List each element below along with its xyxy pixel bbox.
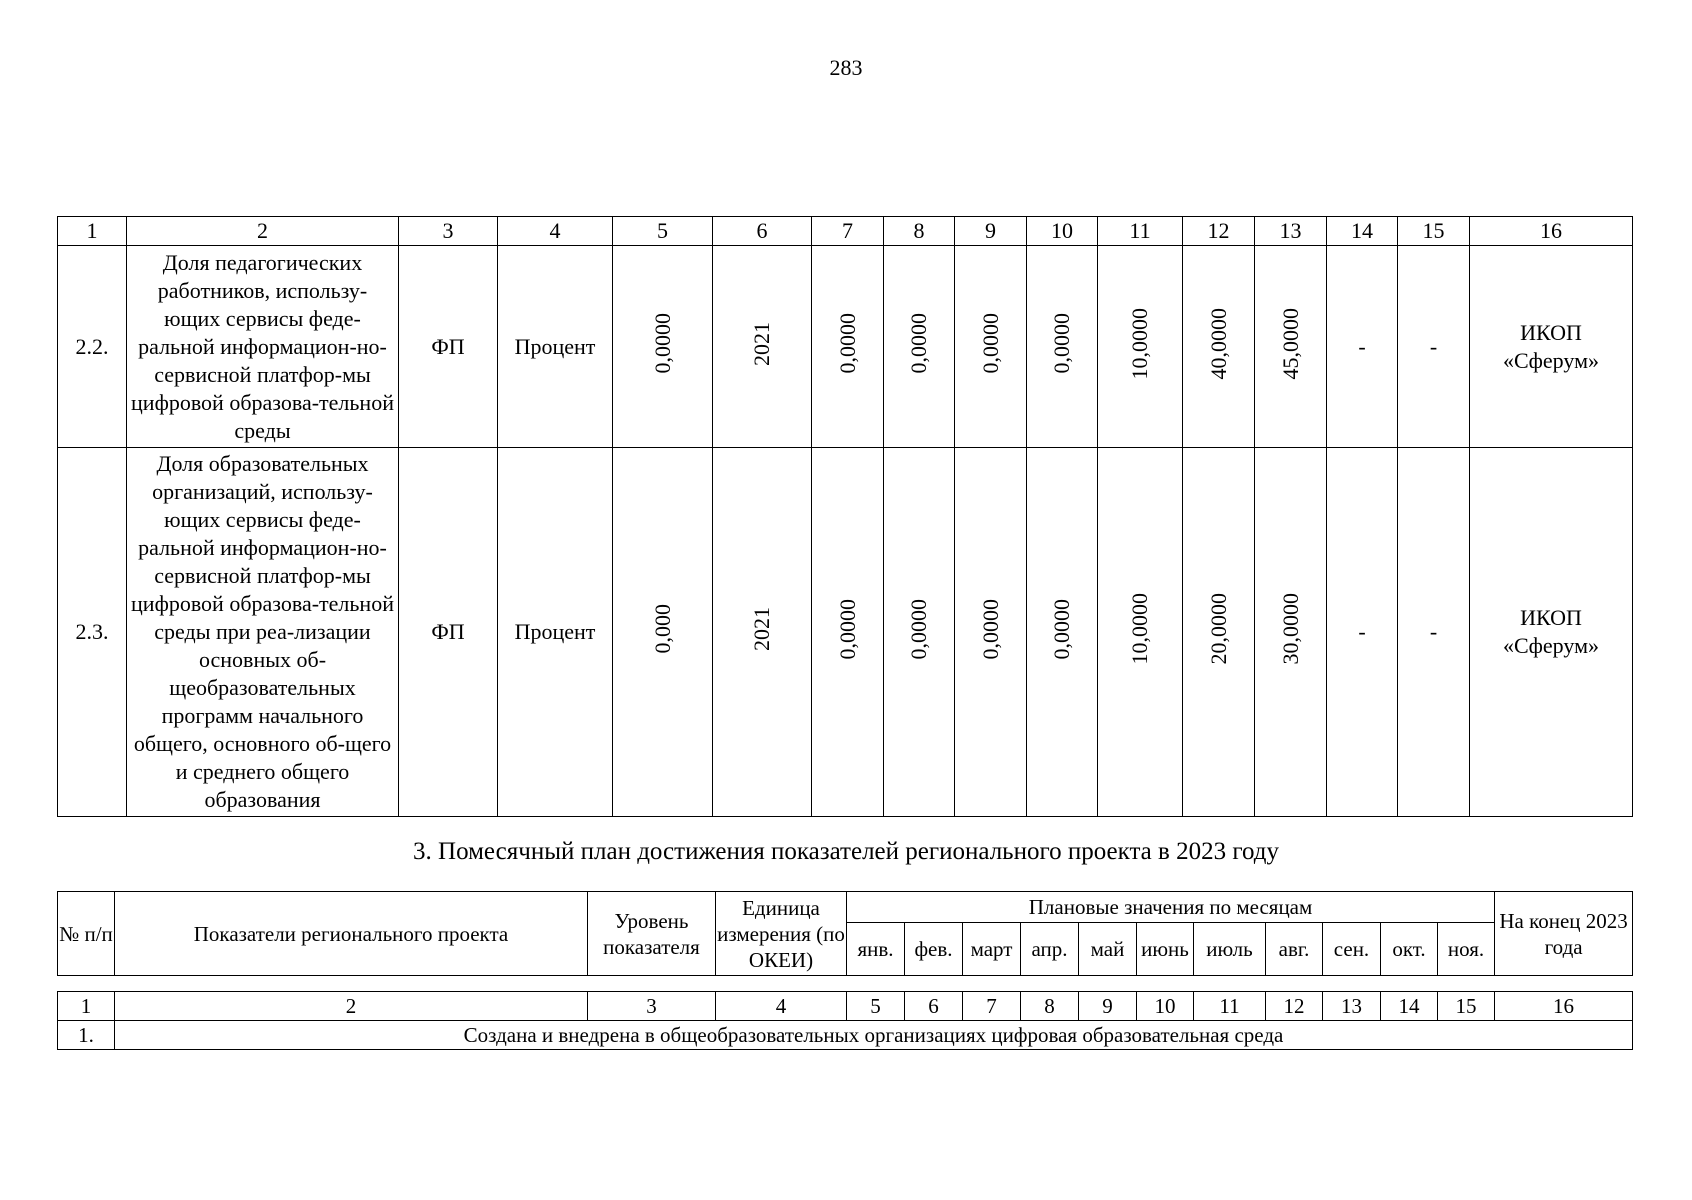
section-title: 3. Помесячный план достижения показателей регионального проекта в 2023 году (413, 838, 1279, 865)
column-number: 13 (1323, 992, 1381, 1021)
column-number: 15 (1438, 992, 1495, 1021)
value-cell: - (1398, 246, 1470, 448)
column-header-indicator: Показатели регионального проекта (115, 892, 588, 976)
column-number: 4 (716, 992, 847, 1021)
column-number: 6 (713, 217, 812, 246)
month-header: янв. (847, 923, 905, 976)
value-cell: 40,0000 (1205, 307, 1231, 380)
column-number: 5 (847, 992, 905, 1021)
column-number: 3 (399, 217, 498, 246)
column-number: 10 (1137, 992, 1194, 1021)
column-number: 5 (613, 217, 713, 246)
value-cell: - (1327, 246, 1398, 448)
column-number: 6 (905, 992, 963, 1021)
month-header: март (963, 923, 1021, 976)
monthly-plan-header-table (57, 891, 1633, 976)
column-number: 1 (58, 992, 115, 1021)
column-number: 9 (955, 217, 1027, 246)
column-number: 12 (1266, 992, 1323, 1021)
value-cell: 10,0000 (1127, 593, 1152, 665)
column-number: 1 (58, 217, 127, 246)
column-header-year-end: На конец 2023 года (1495, 892, 1633, 976)
month-header: июнь (1137, 923, 1194, 976)
column-number: 9 (1079, 992, 1137, 1021)
month-header: фев. (905, 923, 963, 976)
value-cell: 0,0000 (906, 598, 931, 660)
base-year: 2021 (749, 321, 774, 366)
column-number: 7 (963, 992, 1021, 1021)
data-source: ИКОП «Сферум» (1470, 448, 1633, 817)
column-number: 4 (498, 217, 613, 246)
column-header-number: № п/п (58, 892, 115, 976)
column-number: 2 (115, 992, 588, 1021)
column-number: 7 (812, 217, 884, 246)
data-source: ИКОП «Сферум» (1470, 246, 1633, 448)
row-number: 1. (58, 1021, 115, 1050)
column-number: 14 (1327, 217, 1398, 246)
indicator-name: Доля образовательных организаций, использу-ющих сервисы феде-ральной информацион-но-сервисной платфор-мы цифровой образова-тельной среды при реа-лизации основных об-щеобразовательных программ начального общего, основного об-щего и среднего общего образования (127, 448, 399, 817)
value-cell: 0,0000 (1049, 313, 1074, 374)
value-cell: 0,0000 (1049, 598, 1074, 660)
page-number: 283 (829, 55, 863, 80)
indicator-name: Доля педагогических работников, использу-ющих сервисы феде-ральной информацион-но-сервисной платфор-мы цифровой образова-тельной среды (127, 246, 399, 448)
value-cell: 0,0000 (834, 598, 860, 660)
column-number: 15 (1398, 217, 1470, 246)
indicator-unit: Процент (498, 448, 613, 817)
base-value: 0,0000 (649, 313, 675, 374)
value-cell: 0,0000 (834, 313, 860, 374)
column-number: 8 (1021, 992, 1079, 1021)
table-header-row (58, 992, 1633, 1021)
table-row (58, 246, 1633, 448)
row-number: 2.3. (58, 448, 127, 817)
indicator-level: ФП (399, 246, 498, 448)
table-row (58, 1021, 1633, 1050)
indicators-table (57, 216, 1633, 817)
column-number: 13 (1255, 217, 1327, 246)
value-cell: 0,0000 (977, 598, 1003, 660)
indicator-level: ФП (399, 448, 498, 817)
value-cell: 20,0000 (1205, 593, 1231, 665)
column-number: 3 (588, 992, 716, 1021)
table-header-row (58, 217, 1633, 246)
column-header-level: Уровень показателя (588, 892, 716, 976)
column-number: 11 (1098, 217, 1183, 246)
month-header: май (1079, 923, 1137, 976)
column-header-monthly-values: Плановые значения по месяцам (847, 892, 1495, 923)
value-cell: - (1327, 448, 1398, 817)
value-cell: 45,0000 (1277, 307, 1303, 380)
value-cell: 10,0000 (1127, 307, 1152, 380)
table-row (58, 448, 1633, 817)
column-number: 10 (1027, 217, 1098, 246)
value-cell: 0,0000 (977, 313, 1003, 374)
month-header: ноя. (1438, 923, 1495, 976)
month-header: авг. (1266, 923, 1323, 976)
column-number: 16 (1470, 217, 1633, 246)
value-cell: 0,0000 (906, 313, 931, 374)
monthly-plan-body-table (57, 991, 1633, 1050)
column-number: 8 (884, 217, 955, 246)
row-number: 2.2. (58, 246, 127, 448)
row-title: Создана и внедрена в общеобразовательных организациях цифровая образовательная среда (115, 1021, 1633, 1050)
month-header: апр. (1021, 923, 1079, 976)
column-number: 2 (127, 217, 399, 246)
value-cell: 30,0000 (1277, 593, 1303, 665)
value-cell: - (1398, 448, 1470, 817)
month-header: окт. (1381, 923, 1438, 976)
base-value: 0,000 (649, 604, 675, 654)
month-header: сен. (1323, 923, 1381, 976)
column-number: 16 (1495, 992, 1633, 1021)
column-number: 11 (1194, 992, 1266, 1021)
column-header-unit: Единица измерения (по ОКЕИ) (716, 892, 847, 976)
base-year: 2021 (749, 607, 774, 651)
column-number: 14 (1381, 992, 1438, 1021)
column-number: 12 (1183, 217, 1255, 246)
indicator-unit: Процент (498, 246, 613, 448)
month-header: июль (1194, 923, 1266, 976)
